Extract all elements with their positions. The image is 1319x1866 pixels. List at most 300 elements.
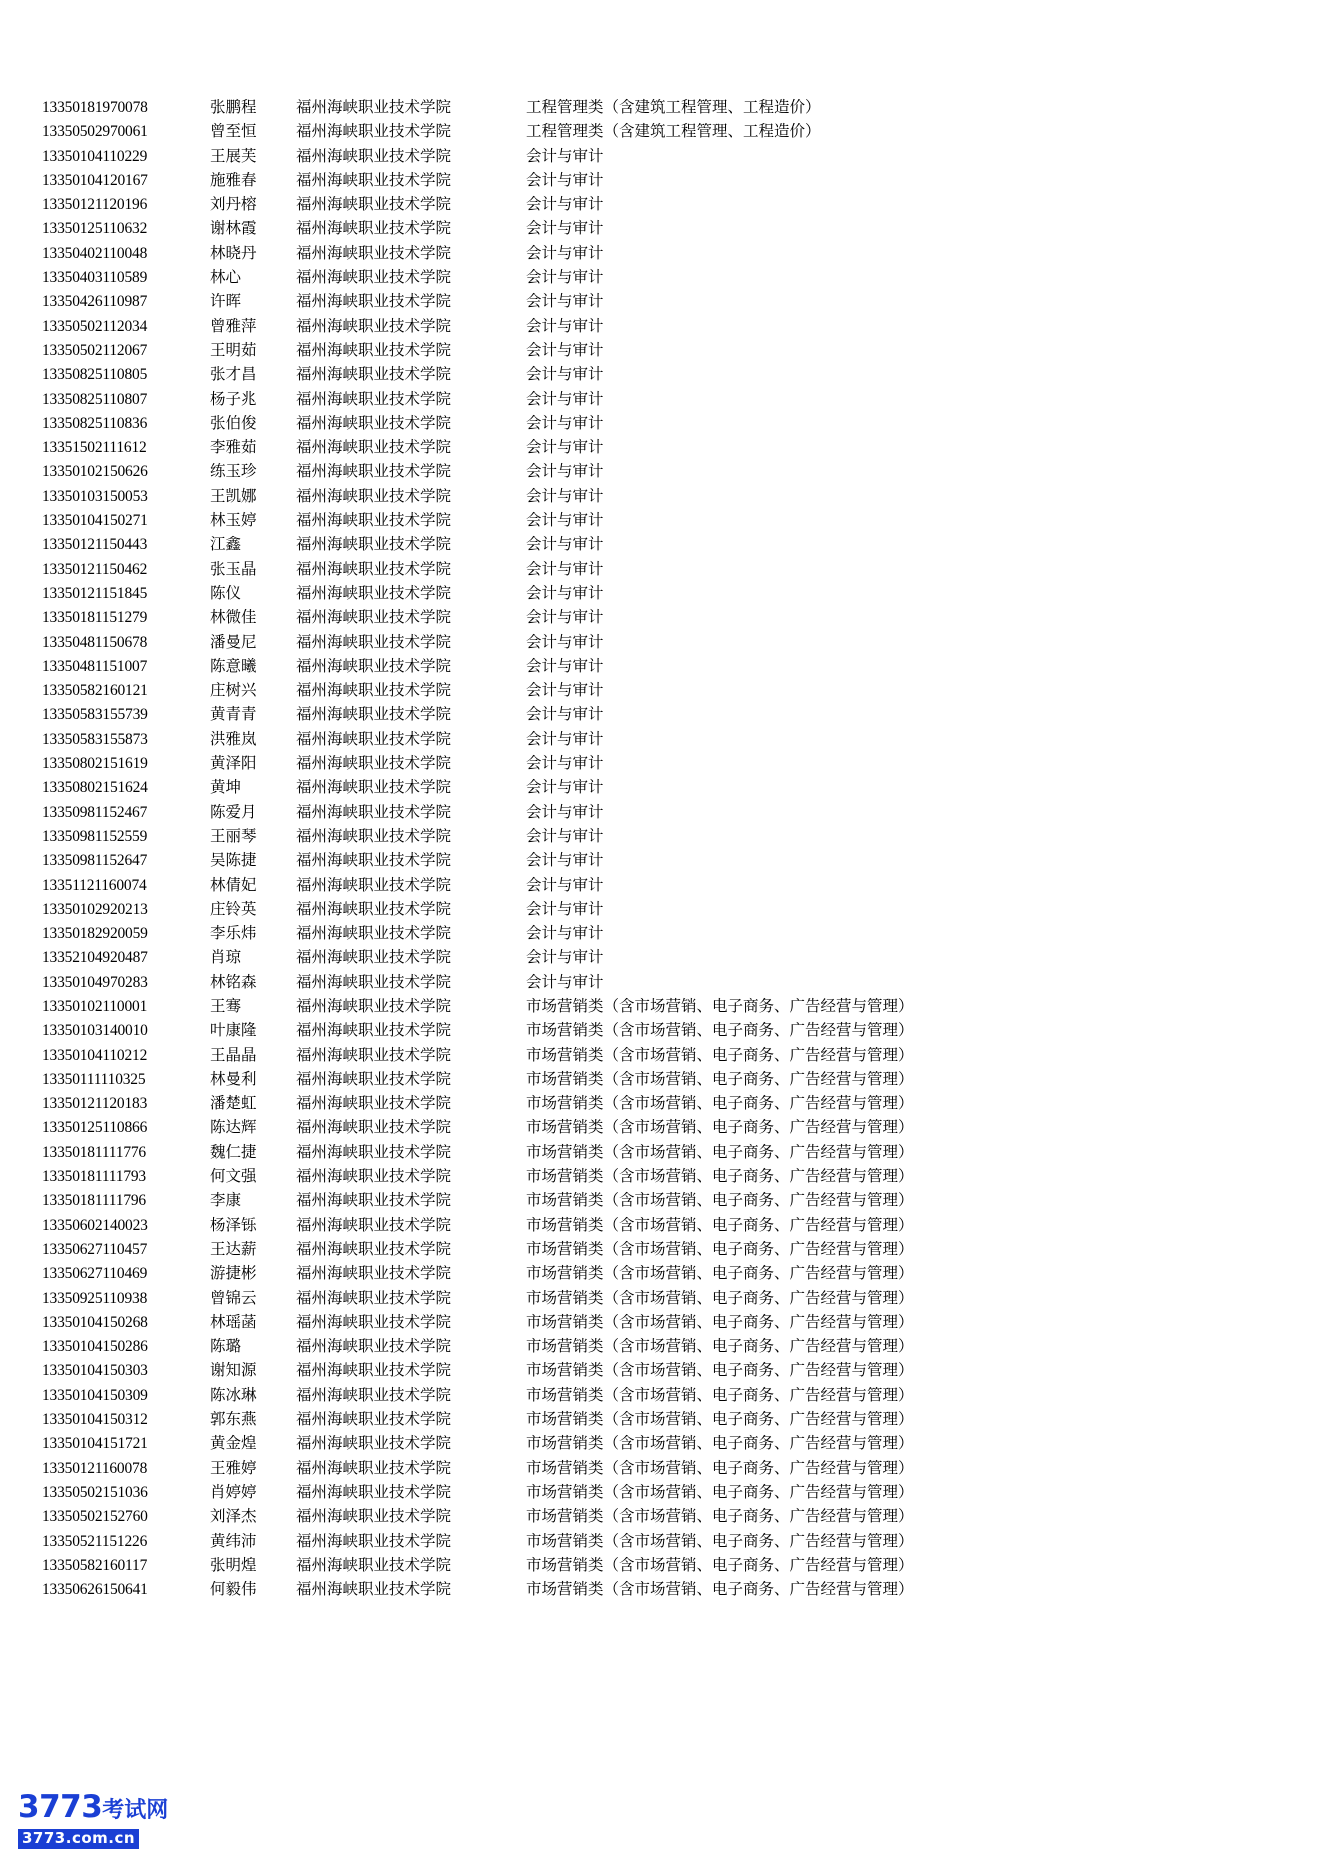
cell-student-name: 吴陈捷	[210, 852, 257, 870]
cell-exam-id: 13350104150271	[42, 512, 148, 530]
cell-school: 福州海峡职业技术学院	[296, 925, 452, 943]
cell-exam-id: 13350626150641	[42, 1581, 148, 1599]
cell-exam-id: 13350502970061	[42, 123, 148, 141]
cell-school: 福州海峡职业技术学院	[296, 560, 452, 578]
cell-student-name: 曾雅萍	[210, 317, 257, 335]
cell-major: 市场营销类（含市场营销、电子商务、广告经营与管理）	[526, 1508, 914, 1526]
cell-student-name: 叶康隆	[210, 1022, 257, 1040]
cell-school: 福州海峡职业技术学院	[296, 1532, 452, 1550]
table-row	[42, 606, 1272, 630]
cell-student-name: 曾锦云	[210, 1289, 257, 1307]
cell-exam-id: 13350181151279	[42, 609, 148, 627]
cell-student-name: 陈仪	[210, 584, 242, 602]
cell-exam-id: 13350104150286	[42, 1338, 148, 1356]
cell-major: 会计与审计	[526, 171, 604, 189]
table-row	[42, 825, 1272, 849]
cell-major: 市场营销类（含市场营销、电子商务、广告经营与管理）	[526, 1022, 914, 1040]
table-row	[42, 1311, 1272, 1335]
cell-major: 会计与审计	[526, 803, 604, 821]
cell-exam-id: 13350582160121	[42, 682, 148, 700]
cell-major: 会计与审计	[526, 487, 604, 505]
cell-school: 福州海峡职业技术学院	[296, 584, 452, 602]
cell-exam-id: 13350627110457	[42, 1240, 148, 1258]
cell-school: 福州海峡职业技术学院	[296, 876, 452, 894]
cell-major: 市场营销类（含市场营销、电子商务、广告经营与管理）	[526, 1362, 914, 1380]
table-row	[42, 217, 1272, 241]
cell-exam-id: 13350481150678	[42, 633, 148, 651]
cell-major: 市场营销类（含市场营销、电子商务、广告经营与管理）	[526, 1556, 914, 1574]
cell-exam-id: 13350981152559	[42, 827, 148, 845]
cell-school: 福州海峡职业技术学院	[296, 949, 452, 967]
cell-major: 会计与审计	[526, 657, 604, 675]
table-row	[42, 1335, 1272, 1359]
cell-school: 福州海峡职业技术学院	[296, 1459, 452, 1477]
cell-student-name: 林玉婷	[210, 512, 257, 530]
table-row	[42, 193, 1272, 217]
table-row	[42, 1530, 1272, 1554]
cell-exam-id: 13351121160074	[42, 876, 147, 894]
cell-school: 福州海峡职业技术学院	[296, 196, 452, 214]
cell-student-name: 曾至恒	[210, 123, 257, 141]
cell-student-name: 肖琼	[210, 949, 242, 967]
cell-school: 福州海峡职业技术学院	[296, 1240, 452, 1258]
table-row	[42, 388, 1272, 412]
cell-major: 市场营销类（含市场营销、电子商务、广告经营与管理）	[526, 1095, 914, 1113]
cell-school: 福州海峡职业技术学院	[296, 803, 452, 821]
cell-exam-id: 13350925110938	[42, 1289, 148, 1307]
cell-student-name: 王凯娜	[210, 487, 257, 505]
cell-student-name: 肖婷婷	[210, 1483, 257, 1501]
cell-major: 市场营销类（含市场营销、电子商务、广告经营与管理）	[526, 1070, 914, 1088]
cell-school: 福州海峡职业技术学院	[296, 657, 452, 675]
cell-school: 福州海峡职业技术学院	[296, 512, 452, 530]
cell-major: 会计与审计	[526, 682, 604, 700]
cell-major: 会计与审计	[526, 414, 604, 432]
cell-student-name: 王明茹	[210, 341, 257, 359]
table-row	[42, 801, 1272, 825]
cell-school: 福州海峡职业技术学院	[296, 244, 452, 262]
roster-table	[42, 96, 1272, 1602]
cell-student-name: 练玉珍	[210, 463, 257, 481]
cell-exam-id: 13350502112034	[42, 317, 148, 335]
cell-exam-id: 13350802151624	[42, 779, 148, 797]
table-row	[42, 412, 1272, 436]
cell-major: 会计与审计	[526, 633, 604, 651]
cell-exam-id: 13350181111776	[42, 1143, 146, 1161]
cell-student-name: 何文强	[210, 1168, 257, 1186]
cell-student-name: 黄纬沛	[210, 1532, 257, 1550]
roster-table-container	[42, 96, 1272, 1602]
cell-student-name: 张鹏程	[210, 99, 257, 116]
table-row	[42, 96, 1272, 120]
cell-major: 会计与审计	[526, 730, 604, 748]
cell-school: 福州海峡职业技术学院	[296, 414, 452, 432]
table-row	[42, 1165, 1272, 1189]
cell-student-name: 王展芙	[210, 147, 257, 165]
table-row	[42, 558, 1272, 582]
cell-major: 工程管理类（含建筑工程管理、工程造价）	[526, 123, 821, 141]
cell-school: 福州海峡职业技术学院	[296, 341, 452, 359]
cell-school: 福州海峡职业技术学院	[296, 463, 452, 481]
table-row	[42, 752, 1272, 776]
cell-student-name: 王晶晶	[210, 1046, 257, 1064]
table-row	[42, 169, 1272, 193]
cell-exam-id: 13350104110229	[42, 147, 148, 165]
cell-school: 福州海峡职业技术学院	[296, 366, 452, 384]
table-row	[42, 339, 1272, 363]
table-row	[42, 509, 1272, 533]
cell-exam-id: 13350402110048	[42, 244, 148, 262]
cell-major: 工程管理类（含建筑工程管理、工程造价）	[526, 99, 821, 116]
table-row	[42, 290, 1272, 314]
cell-major: 市场营销类（含市场营销、电子商务、广告经营与管理）	[526, 1581, 914, 1599]
cell-major: 会计与审计	[526, 706, 604, 724]
cell-school: 福州海峡职业技术学院	[296, 99, 452, 116]
cell-school: 福州海峡职业技术学院	[296, 1313, 452, 1331]
table-row	[42, 1287, 1272, 1311]
roster-table-body	[42, 96, 1272, 1602]
table-row	[42, 242, 1272, 266]
cell-student-name: 王骞	[210, 997, 242, 1015]
cell-exam-id: 13350104150312	[42, 1411, 148, 1429]
cell-school: 福州海峡职业技术学院	[296, 536, 452, 554]
cell-student-name: 陈达辉	[210, 1119, 257, 1137]
table-row	[42, 728, 1272, 752]
cell-major: 市场营销类（含市场营销、电子商务、广告经营与管理）	[526, 1313, 914, 1331]
cell-school: 福州海峡职业技术学院	[296, 827, 452, 845]
cell-school: 福州海峡职业技术学院	[296, 1435, 452, 1453]
cell-major: 市场营销类（含市场营销、电子商务、广告经营与管理）	[526, 1411, 914, 1429]
cell-exam-id: 13350104151721	[42, 1435, 148, 1453]
table-row	[42, 631, 1272, 655]
cell-school: 福州海峡职业技术学院	[296, 997, 452, 1015]
cell-major: 市场营销类（含市场营销、电子商务、广告经营与管理）	[526, 1216, 914, 1234]
cell-student-name: 林心	[210, 269, 242, 287]
table-row	[42, 1554, 1272, 1578]
cell-student-name: 杨泽铄	[210, 1216, 257, 1234]
cell-student-name: 刘泽杰	[210, 1508, 257, 1526]
table-row	[42, 1457, 1272, 1481]
cell-school: 福州海峡职业技术学院	[296, 317, 452, 335]
cell-exam-id: 13350104150303	[42, 1362, 148, 1380]
cell-school: 福州海峡职业技术学院	[296, 147, 452, 165]
cell-major: 会计与审计	[526, 973, 604, 991]
cell-major: 市场营销类（含市场营销、电子商务、广告经营与管理）	[526, 1532, 914, 1550]
cell-major: 会计与审计	[526, 536, 604, 554]
cell-major: 会计与审计	[526, 463, 604, 481]
cell-major: 市场营销类（含市场营销、电子商务、广告经营与管理）	[526, 1046, 914, 1064]
cell-exam-id: 13350103150053	[42, 487, 148, 505]
table-row	[42, 655, 1272, 679]
table-row	[42, 1214, 1272, 1238]
cell-school: 福州海峡职业技术学院	[296, 755, 452, 773]
cell-student-name: 陈意曦	[210, 657, 257, 675]
cell-school: 福州海峡职业技术学院	[296, 633, 452, 651]
cell-student-name: 洪雅岚	[210, 730, 257, 748]
cell-exam-id: 13350121151845	[42, 584, 148, 602]
cell-major: 市场营销类（含市场营销、电子商务、广告经营与管理）	[526, 1240, 914, 1258]
cell-exam-id: 13350182920059	[42, 925, 148, 943]
table-row	[42, 946, 1272, 970]
watermark-title	[18, 1790, 190, 1828]
cell-school: 福州海峡职业技术学院	[296, 900, 452, 918]
cell-major: 会计与审计	[526, 366, 604, 384]
cell-school: 福州海峡职业技术学院	[296, 1338, 452, 1356]
table-row	[42, 1019, 1272, 1043]
cell-student-name: 张伯俊	[210, 414, 257, 432]
cell-student-name: 林晓丹	[210, 244, 257, 262]
cell-school: 福州海峡职业技术学院	[296, 1046, 452, 1064]
cell-school: 福州海峡职业技术学院	[296, 852, 452, 870]
cell-major: 市场营销类（含市场营销、电子商务、广告经营与管理）	[526, 1143, 914, 1161]
table-row	[42, 1359, 1272, 1383]
cell-exam-id: 13350104110212	[42, 1046, 148, 1064]
cell-exam-id: 13350125110866	[42, 1119, 148, 1137]
cell-major: 会计与审计	[526, 755, 604, 773]
watermark-cn-text: 考试网	[102, 1798, 169, 1823]
cell-student-name: 庄铃英	[210, 900, 257, 918]
cell-major: 市场营销类（含市场营销、电子商务、广告经营与管理）	[526, 1386, 914, 1404]
cell-student-name: 林铭森	[210, 973, 257, 991]
cell-exam-id: 13351502111612	[42, 439, 147, 457]
table-row	[42, 1505, 1272, 1529]
cell-exam-id: 13350627110469	[42, 1265, 148, 1283]
cell-school: 福州海峡职业技术学院	[296, 171, 452, 189]
table-row	[42, 995, 1272, 1019]
cell-school: 福州海峡职业技术学院	[296, 220, 452, 238]
cell-student-name: 潘曼尼	[210, 633, 257, 651]
table-row	[42, 1262, 1272, 1286]
cell-school: 福州海峡职业技术学院	[296, 1581, 452, 1599]
cell-student-name: 黄青青	[210, 706, 257, 724]
cell-major: 市场营销类（含市场营销、电子商务、广告经营与管理）	[526, 1483, 914, 1501]
cell-student-name: 李康	[210, 1192, 242, 1210]
cell-major: 市场营销类（含市场营销、电子商务、广告经营与管理）	[526, 1119, 914, 1137]
cell-school: 福州海峡职业技术学院	[296, 706, 452, 724]
cell-major: 会计与审计	[526, 196, 604, 214]
cell-exam-id: 13350104120167	[42, 171, 148, 189]
table-row	[42, 363, 1272, 387]
cell-exam-id: 13350102110001	[42, 997, 148, 1015]
cell-exam-id: 13350502152760	[42, 1508, 148, 1526]
cell-major: 会计与审计	[526, 512, 604, 530]
cell-major: 会计与审计	[526, 900, 604, 918]
cell-exam-id: 13350125110632	[42, 220, 148, 238]
cell-school: 福州海峡职业技术学院	[296, 269, 452, 287]
cell-school: 福州海峡职业技术学院	[296, 682, 452, 700]
cell-exam-id: 13350521151226	[42, 1532, 148, 1550]
cell-school: 福州海峡职业技术学院	[296, 1168, 452, 1186]
cell-exam-id: 13350121160078	[42, 1459, 148, 1477]
cell-major: 会计与审计	[526, 560, 604, 578]
cell-exam-id: 13350102920213	[42, 900, 148, 918]
table-row	[42, 849, 1272, 873]
cell-major: 会计与审计	[526, 876, 604, 894]
cell-school: 福州海峡职业技术学院	[296, 1216, 452, 1234]
cell-exam-id: 13350802151619	[42, 755, 148, 773]
cell-student-name: 江鑫	[210, 536, 242, 554]
cell-major: 会计与审计	[526, 584, 604, 602]
table-row	[42, 1384, 1272, 1408]
watermark-domain: 3773.com.cn	[18, 1829, 139, 1849]
cell-student-name: 陈冰琳	[210, 1386, 257, 1404]
cell-school: 福州海峡职业技术学院	[296, 1143, 452, 1161]
cell-major: 市场营销类（含市场营销、电子商务、广告经营与管理）	[526, 1168, 914, 1186]
cell-major: 市场营销类（含市场营销、电子商务、广告经营与管理）	[526, 1459, 914, 1477]
cell-student-name: 何毅伟	[210, 1581, 257, 1599]
cell-exam-id: 13350104150268	[42, 1313, 148, 1331]
table-row	[42, 1068, 1272, 1092]
cell-exam-id: 13350181111796	[42, 1192, 146, 1210]
cell-school: 福州海峡职业技术学院	[296, 1483, 452, 1501]
table-row	[42, 679, 1272, 703]
cell-major: 市场营销类（含市场营销、电子商务、广告经营与管理）	[526, 1289, 914, 1307]
cell-student-name: 谢知源	[210, 1362, 257, 1380]
cell-student-name: 施雅春	[210, 171, 257, 189]
table-row	[42, 1189, 1272, 1213]
cell-school: 福州海峡职业技术学院	[296, 1119, 452, 1137]
cell-school: 福州海峡职业技术学院	[296, 779, 452, 797]
cell-exam-id: 13352104920487	[42, 949, 148, 967]
cell-school: 福州海峡职业技术学院	[296, 1289, 452, 1307]
cell-exam-id: 13350502112067	[42, 341, 148, 359]
cell-student-name: 黄坤	[210, 779, 242, 797]
cell-school: 福州海峡职业技术学院	[296, 973, 452, 991]
table-row	[42, 922, 1272, 946]
cell-exam-id: 13350582160117	[42, 1556, 148, 1574]
cell-school: 福州海峡职业技术学院	[296, 1095, 452, 1113]
cell-exam-id: 13350583155873	[42, 730, 148, 748]
table-row	[42, 485, 1272, 509]
cell-student-name: 李乐炜	[210, 925, 257, 943]
cell-student-name: 黄泽阳	[210, 755, 257, 773]
cell-exam-id: 13350403110589	[42, 269, 148, 287]
cell-student-name: 庄树兴	[210, 682, 257, 700]
cell-school: 福州海峡职业技术学院	[296, 1192, 452, 1210]
cell-student-name: 郭东燕	[210, 1411, 257, 1429]
cell-exam-id: 13350103140010	[42, 1022, 148, 1040]
cell-exam-id: 13350181111793	[42, 1168, 146, 1186]
cell-school: 福州海峡职业技术学院	[296, 1556, 452, 1574]
cell-exam-id: 13350121120196	[42, 196, 148, 214]
cell-major: 会计与审计	[526, 439, 604, 457]
cell-school: 福州海峡职业技术学院	[296, 123, 452, 141]
cell-student-name: 王丽琴	[210, 827, 257, 845]
cell-exam-id: 13350825110836	[42, 414, 148, 432]
cell-school: 福州海峡职业技术学院	[296, 1265, 452, 1283]
table-row	[42, 874, 1272, 898]
cell-exam-id: 13350481151007	[42, 657, 148, 675]
cell-major: 会计与审计	[526, 609, 604, 627]
cell-exam-id: 13350104970283	[42, 973, 148, 991]
cell-exam-id: 13350981152467	[42, 803, 148, 821]
cell-student-name: 林瑶菡	[210, 1313, 257, 1331]
cell-major: 会计与审计	[526, 293, 604, 311]
cell-exam-id: 13350426110987	[42, 293, 148, 311]
cell-school: 福州海峡职业技术学院	[296, 1070, 452, 1088]
cell-school: 福州海峡职业技术学院	[296, 439, 452, 457]
cell-school: 福州海峡职业技术学院	[296, 1386, 452, 1404]
cell-student-name: 王达薪	[210, 1240, 257, 1258]
cell-exam-id: 13350583155739	[42, 706, 148, 724]
cell-school: 福州海峡职业技术学院	[296, 609, 452, 627]
cell-exam-id: 13350981152647	[42, 852, 148, 870]
cell-major: 会计与审计	[526, 390, 604, 408]
cell-exam-id: 13350121120183	[42, 1095, 148, 1113]
cell-exam-id: 13350104150309	[42, 1386, 148, 1404]
cell-school: 福州海峡职业技术学院	[296, 293, 452, 311]
table-row	[42, 1408, 1272, 1432]
table-row	[42, 533, 1272, 557]
table-row	[42, 776, 1272, 800]
cell-exam-id: 13350502151036	[42, 1483, 148, 1501]
cell-school: 福州海峡职业技术学院	[296, 390, 452, 408]
cell-student-name: 杨子兆	[210, 390, 257, 408]
cell-exam-id: 13350111110325	[42, 1070, 146, 1088]
cell-student-name: 张才昌	[210, 366, 257, 384]
cell-student-name: 林微佳	[210, 609, 257, 627]
cell-exam-id: 13350121150443	[42, 536, 148, 554]
cell-exam-id: 13350102150626	[42, 463, 148, 481]
table-row	[42, 120, 1272, 144]
table-row	[42, 1432, 1272, 1456]
cell-student-name: 张明煌	[210, 1556, 257, 1574]
cell-major: 会计与审计	[526, 827, 604, 845]
cell-student-name: 李雅茹	[210, 439, 257, 457]
table-row	[42, 898, 1272, 922]
cell-major: 市场营销类（含市场营销、电子商务、广告经营与管理）	[526, 1435, 914, 1453]
site-watermark	[18, 1790, 190, 1848]
cell-student-name: 谢林霞	[210, 220, 257, 238]
cell-student-name: 林曼利	[210, 1070, 257, 1088]
cell-student-name: 游捷彬	[210, 1265, 257, 1283]
table-row	[42, 436, 1272, 460]
cell-exam-id: 13350602140023	[42, 1216, 148, 1234]
table-row	[42, 1481, 1272, 1505]
cell-student-name: 潘楚虹	[210, 1095, 257, 1113]
watermark-number: 3773	[18, 1789, 103, 1825]
cell-major: 会计与审计	[526, 925, 604, 943]
table-row	[42, 1116, 1272, 1140]
cell-student-name: 许晖	[210, 293, 242, 311]
cell-student-name: 黄金煌	[210, 1435, 257, 1453]
cell-school: 福州海峡职业技术学院	[296, 1508, 452, 1526]
table-row	[42, 1044, 1272, 1068]
cell-school: 福州海峡职业技术学院	[296, 1362, 452, 1380]
cell-exam-id: 13350825110805	[42, 366, 148, 384]
cell-major: 会计与审计	[526, 147, 604, 165]
table-row	[42, 1238, 1272, 1262]
cell-student-name: 魏仁捷	[210, 1143, 257, 1161]
table-row	[42, 971, 1272, 995]
table-row	[42, 703, 1272, 727]
cell-student-name: 陈爱月	[210, 803, 257, 821]
cell-exam-id: 13350181970078	[42, 99, 148, 116]
table-row	[42, 1141, 1272, 1165]
cell-student-name: 张玉晶	[210, 560, 257, 578]
cell-major: 会计与审计	[526, 220, 604, 238]
cell-major: 市场营销类（含市场营销、电子商务、广告经营与管理）	[526, 997, 914, 1015]
cell-school: 福州海峡职业技术学院	[296, 730, 452, 748]
cell-student-name: 林倩妃	[210, 876, 257, 894]
cell-student-name: 陈璐	[210, 1338, 242, 1356]
table-row	[42, 582, 1272, 606]
cell-major: 会计与审计	[526, 852, 604, 870]
table-row	[42, 315, 1272, 339]
cell-major: 会计与审计	[526, 341, 604, 359]
cell-major: 会计与审计	[526, 269, 604, 287]
cell-major: 会计与审计	[526, 317, 604, 335]
